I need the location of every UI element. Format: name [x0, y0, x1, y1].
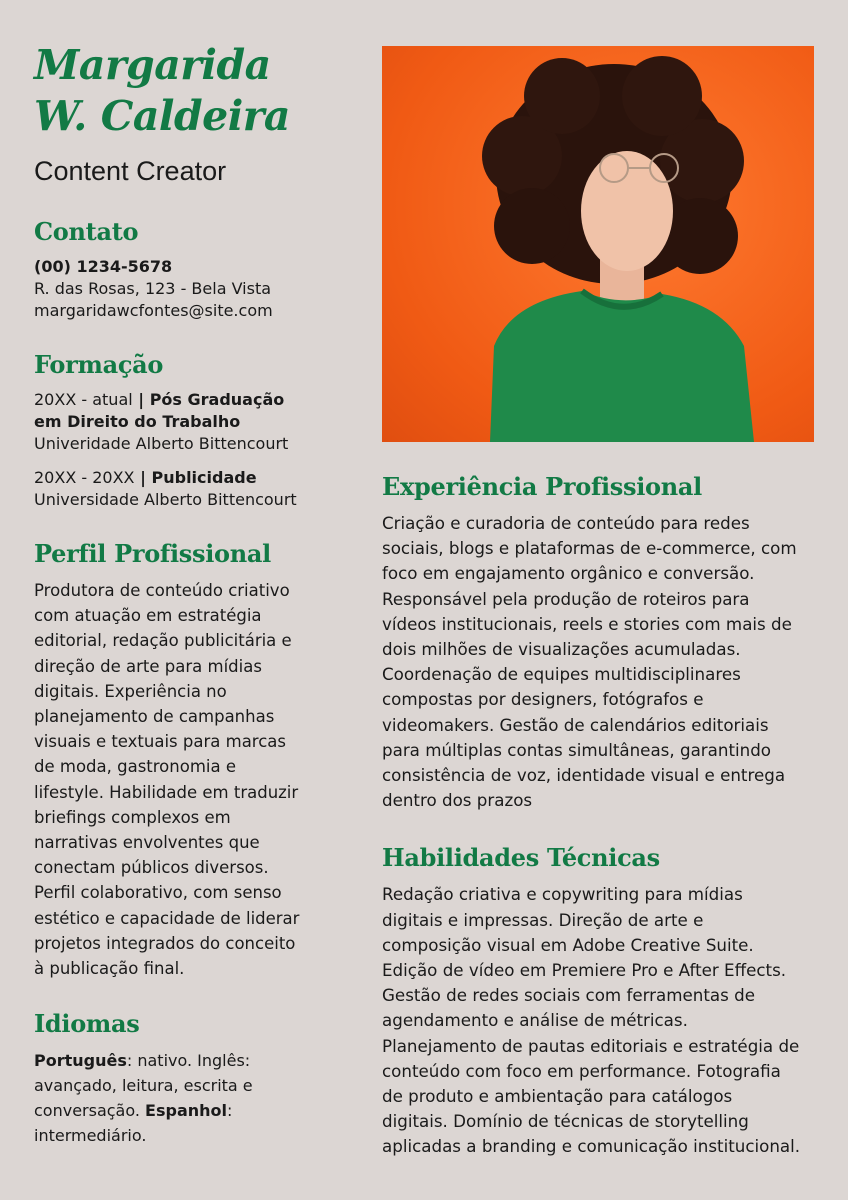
experience-section — [382, 472, 818, 813]
skills-section — [382, 843, 818, 1159]
phone: (00) 1234-5678 — [34, 257, 173, 276]
languages-heading: Idiomas — [34, 1009, 140, 1039]
education-heading: Formação — [34, 350, 164, 379]
languages-section — [34, 1009, 334, 1148]
job-title: Content Creator — [34, 156, 227, 186]
profile-text: Produtora de conteúdo criativo com atuação em estratégia editorial, redação publicitária e direção de arte para mídias digitais. Experiência no planejamento de campanhas visuais e textuais para marcas de moda, gastronomia e lifestyle. Habilidade em traduzir briefings complexos em narrativas envolventes que conectam públicos diversos. Perfil colaborativo, com senso estético e capacidade de liderar projetos integrados do conceito à publicação final. — [34, 581, 300, 979]
experience-text: Criação e curadoria de conteúdo para redes sociais, blogs e plataformas de e-commerce, com foco em engajamento orgânico e conversão. Responsável pela produção de roteiros para vídeos institucionais, reels e stories com mais de dois milhões de visualizações acumuladas. Coordenação de equipes multidisciplinares compostas por designers, fotógrafos e videomakers. Gestão de calendários editoriais para múltiplas contas simultâneas, garantindo consistência de voz, identidade visual e entrega dentro dos prazos — [382, 513, 797, 811]
email: margaridawcfontes@site.com — [34, 301, 273, 320]
left-column — [34, 40, 334, 1148]
education-section — [34, 350, 334, 511]
skills-text: Redação criativa e copywriting para mídias digitais e impressas. Direção de arte e composição visual em Adobe Creative Suite. Edição de vídeo em Premiere Pro e After Effects. Gestão de redes sociais com ferramentas de agendamento e análise de métricas. Planejamento de pautas editoriais e estratégia de conteúdo com foco em performance. Fotografia de produto e ambientação para catálogos digitais. Domínio de técnicas de storytelling aplicadas a branding e comunicação institucional. — [382, 884, 801, 1157]
contact-heading: Contato — [34, 217, 139, 246]
education-item: 20XX - 20XX | Publicidade Universidade Alberto Bittencourt — [34, 468, 297, 509]
contact-section — [34, 217, 334, 322]
address: R. das Rosas, 123 - Bela Vista — [34, 279, 272, 298]
portrait-illustration — [382, 46, 814, 442]
candidate-name: Margarida W. Caldeira — [34, 41, 290, 140]
languages-text: Português: nativo. Inglês: avançado, leitura, escrita e conversação. Espanhol: intermediário. — [34, 1051, 253, 1146]
skills-heading: Habilidades Técnicas — [382, 843, 660, 873]
profile-heading: Perfil Profissional — [34, 539, 271, 568]
education-item: 20XX - atual | Pós Graduação em Direito do Trabalho Univeridade Alberto Bittencourt — [34, 390, 289, 453]
right-column — [382, 46, 818, 1160]
profile-section — [34, 539, 334, 981]
experience-heading: Experiência Profissional — [382, 472, 702, 501]
profile-photo — [382, 46, 814, 442]
